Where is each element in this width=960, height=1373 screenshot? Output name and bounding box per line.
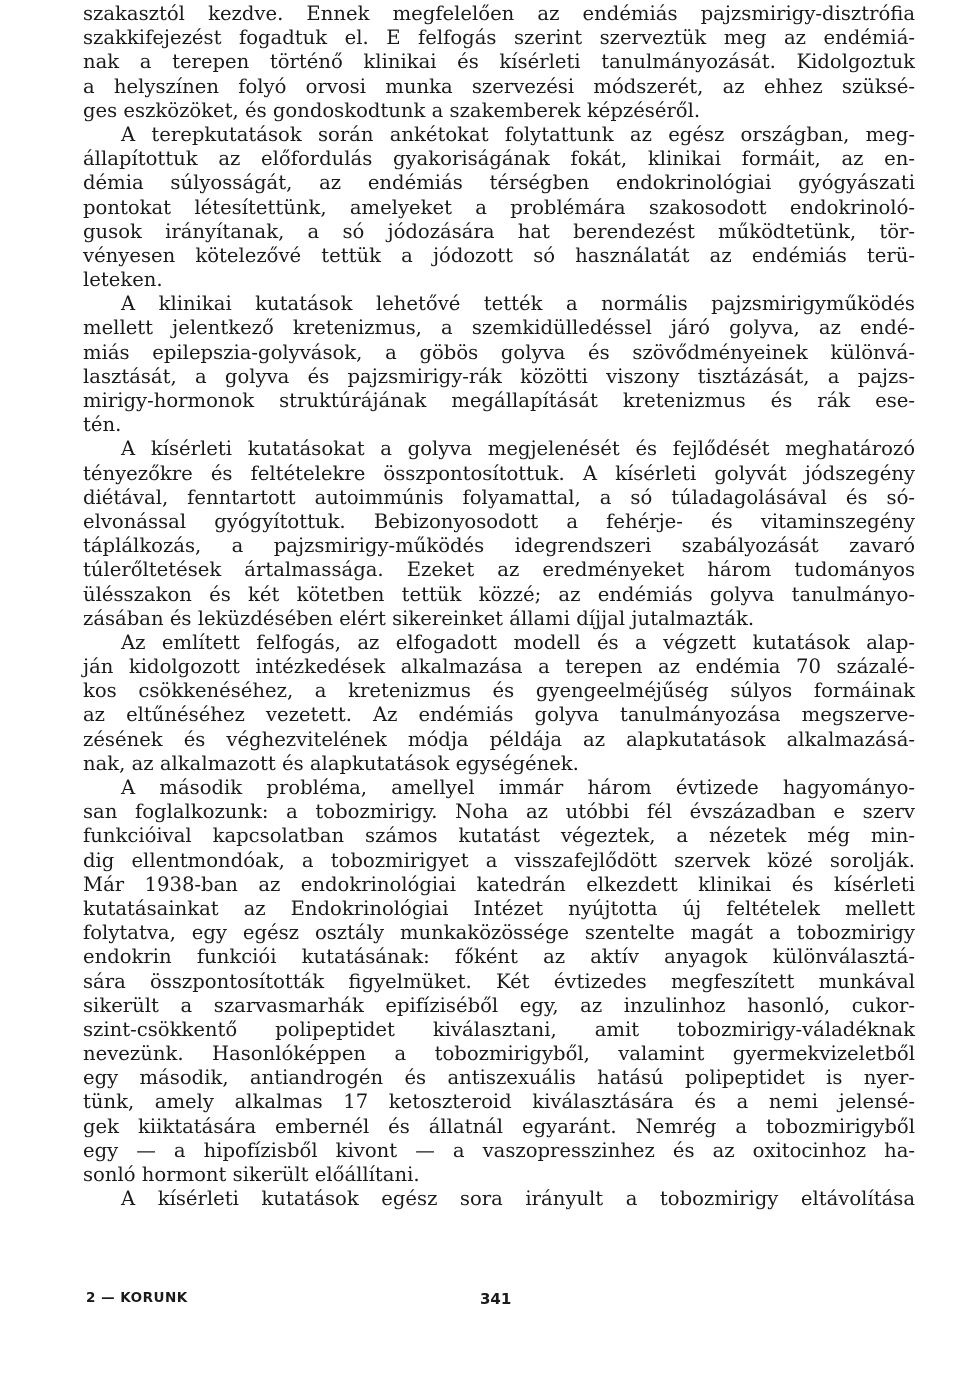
body-text <box>83 2 915 1211</box>
text-line: A klinikai kutatások lehetővé tették a normális pajzsmirigyműködés <box>121 292 915 316</box>
text-line: sikerült a szarvasmarhák epifíziséből egy, az inzulinhoz hasonló, cukor- <box>83 993 915 1017</box>
text-line: gek kiiktatására embernél és állatnál egyaránt. Nemrég a tobozmirigyből <box>83 1114 915 1138</box>
text-line: Már 1938-ban az endokrinológiai katedrán elkezdett klinikai és kísérleti <box>83 872 915 896</box>
text-line: nak, az alkalmazott és alapkutatások egységének. <box>83 751 579 775</box>
text-line: A terepkutatások során ankétokat folytattunk az egész országban, meg- <box>121 122 915 146</box>
text-line: A második probléma, amellyel immár három évtizede hagyományo- <box>121 776 915 799</box>
text-line: az eltűnéséhez vezetett. Az endémiás golyva tanulmányozása megszerve- <box>83 703 915 727</box>
text-line: mirigy-hormonok struktúrájának megállapítását kretenizmus és rák ese- <box>83 389 915 412</box>
text-line: ges eszközöket, és gondoskodtunk a szakemberek képzéséről. <box>83 98 701 122</box>
text-line: szakasztól kezdve. Ennek megfelelően az endémiás pajzsmirigy-disztrófia <box>83 2 915 25</box>
page-number: 341 <box>480 1290 512 1308</box>
text-line: démia súlyosságát, az endémiás térségben endokrinológiai gyógyászati <box>83 171 915 195</box>
text-line: táplálkozás, a pajzsmirigy-működés idegrendszeri szabályozását zavaró <box>83 534 915 558</box>
text-line: A kísérleti kutatásokat a golyva megjelenését és fejlődését meghatározó <box>121 437 915 461</box>
text-line: leteken. <box>83 268 163 292</box>
text-line: tén. <box>83 413 122 437</box>
text-line: szakkifejezést fogadtuk el. E felfogás szerint szerveztük meg az endémiá- <box>83 26 915 50</box>
text-line: nevezünk. Hasonlóképpen a tobozmirigyből, valamint gyermekvizeletből <box>83 1042 915 1066</box>
text-line: kos csökkenéséhez, a kretenizmus és gyengeelméjűség súlyos formáinak <box>83 679 915 703</box>
text-line: pontokat létesítettünk, amelyeket a problémára szakosodott endokrinoló- <box>83 195 915 219</box>
footer-journal-label: 2 — KORUNK <box>86 1290 188 1306</box>
text-line: zásában és leküzdésében elért sikereinket állami díjjal jutalmazták. <box>83 606 755 630</box>
text-line: endokrin funkciói kutatásának: főként az aktív anyagok különválasztá- <box>83 945 915 969</box>
text-line: a helyszínen folyó orvosi munka szervezési módszerét, az ehhez szüksé- <box>83 74 915 98</box>
text-line: túlerőltetések ártalmassága. Ezeket az eredményeket három tudományos <box>83 558 915 582</box>
text-line: A kísérleti kutatások egész sora irányult a tobozmirigy eltávolítása <box>121 1187 915 1211</box>
text-line: elvonással gyógyítottuk. Bebizonyosodott a fehérje- és vitaminszegény <box>83 509 915 533</box>
text-line: sára összpontosították figyelmüket. Két évtizedes megfeszített munkával <box>83 969 915 993</box>
text-line: ülésszakon és két kötetben tettük közzé; az endémiás golyva tanulmányo- <box>83 582 915 606</box>
text-line: vényesen kötelezővé tettük a jódozott só használatát az endémiás terü- <box>83 243 915 267</box>
text-line: ján kidolgozott intézkedések alkalmazása a terepen az endémia 70 százalé- <box>83 655 915 679</box>
text-line: miás epilepszia-golyvások, a göbös golyva és szövődményeinek különvá- <box>83 340 915 364</box>
text-line: egy második, antiandrogén és antiszexuális hatású polipeptidet is nyer- <box>83 1066 915 1090</box>
text-line: tényezőkre és feltételekre összpontosítottuk. A kísérleti golyvát jódszegény <box>83 461 915 485</box>
text-line: sonló hormont sikerült előállítani. <box>83 1163 420 1186</box>
text-line: folytatva, egy egész osztály munkaközössége szentelte magát a tobozmirigy <box>83 921 915 945</box>
text-line: zésének és véghezvitelének módja példája az alapkutatások alkalmazásá- <box>83 727 915 751</box>
text-line: Az említett felfogás, az elfogadott modell és a végzett kutatások alap- <box>121 630 915 654</box>
text-line: egy — a hipofízisből kivont — a vaszopresszinhez és az oxitocinhoz ha- <box>83 1138 915 1162</box>
text-line: állapítottuk az előfordulás gyakoriságának fokát, klinikai formáit, az en- <box>83 147 915 171</box>
text-line: funkcióival kapcsolatban számos kutatást végeztek, a nézetek még min- <box>83 824 915 848</box>
text-line: nak a terepen történő klinikai és kísérleti tanulmányozását. Kidolgoztuk <box>83 50 915 74</box>
text-line: kutatásainkat az Endokrinológiai Intézet nyújtotta új feltételek mellett <box>83 896 915 920</box>
text-line: lasztását, a golyva és pajzsmirigy-rák közötti viszony tisztázását, a pajzs- <box>83 364 915 388</box>
text-line: szint-csökkentő polipeptidet kiválasztani, amit tobozmirigy-váladéknak <box>83 1017 915 1041</box>
text-line: gusok irányítanak, a só jódozására hat berendezést működtetünk, tör- <box>83 219 915 243</box>
text-line: tünk, amely alkalmas 17 ketoszteroid kiválasztására és a nemi jelensé- <box>83 1090 915 1114</box>
text-line: dig ellentmondóak, a tobozmirigyet a visszafejlődött szervek közé sorolják. <box>83 848 915 872</box>
text-line: diétával, fenntartott autoimmúnis folyamattal, a só túladagolásával és só- <box>83 485 915 509</box>
text-line: mellett jelentkező kretenizmus, a szemkidülledéssel járó golyva, az endé- <box>83 316 915 340</box>
text-line: san foglalkozunk: a tobozmirigy. Noha az utóbbi fél évszázadban e szerv <box>83 800 915 824</box>
